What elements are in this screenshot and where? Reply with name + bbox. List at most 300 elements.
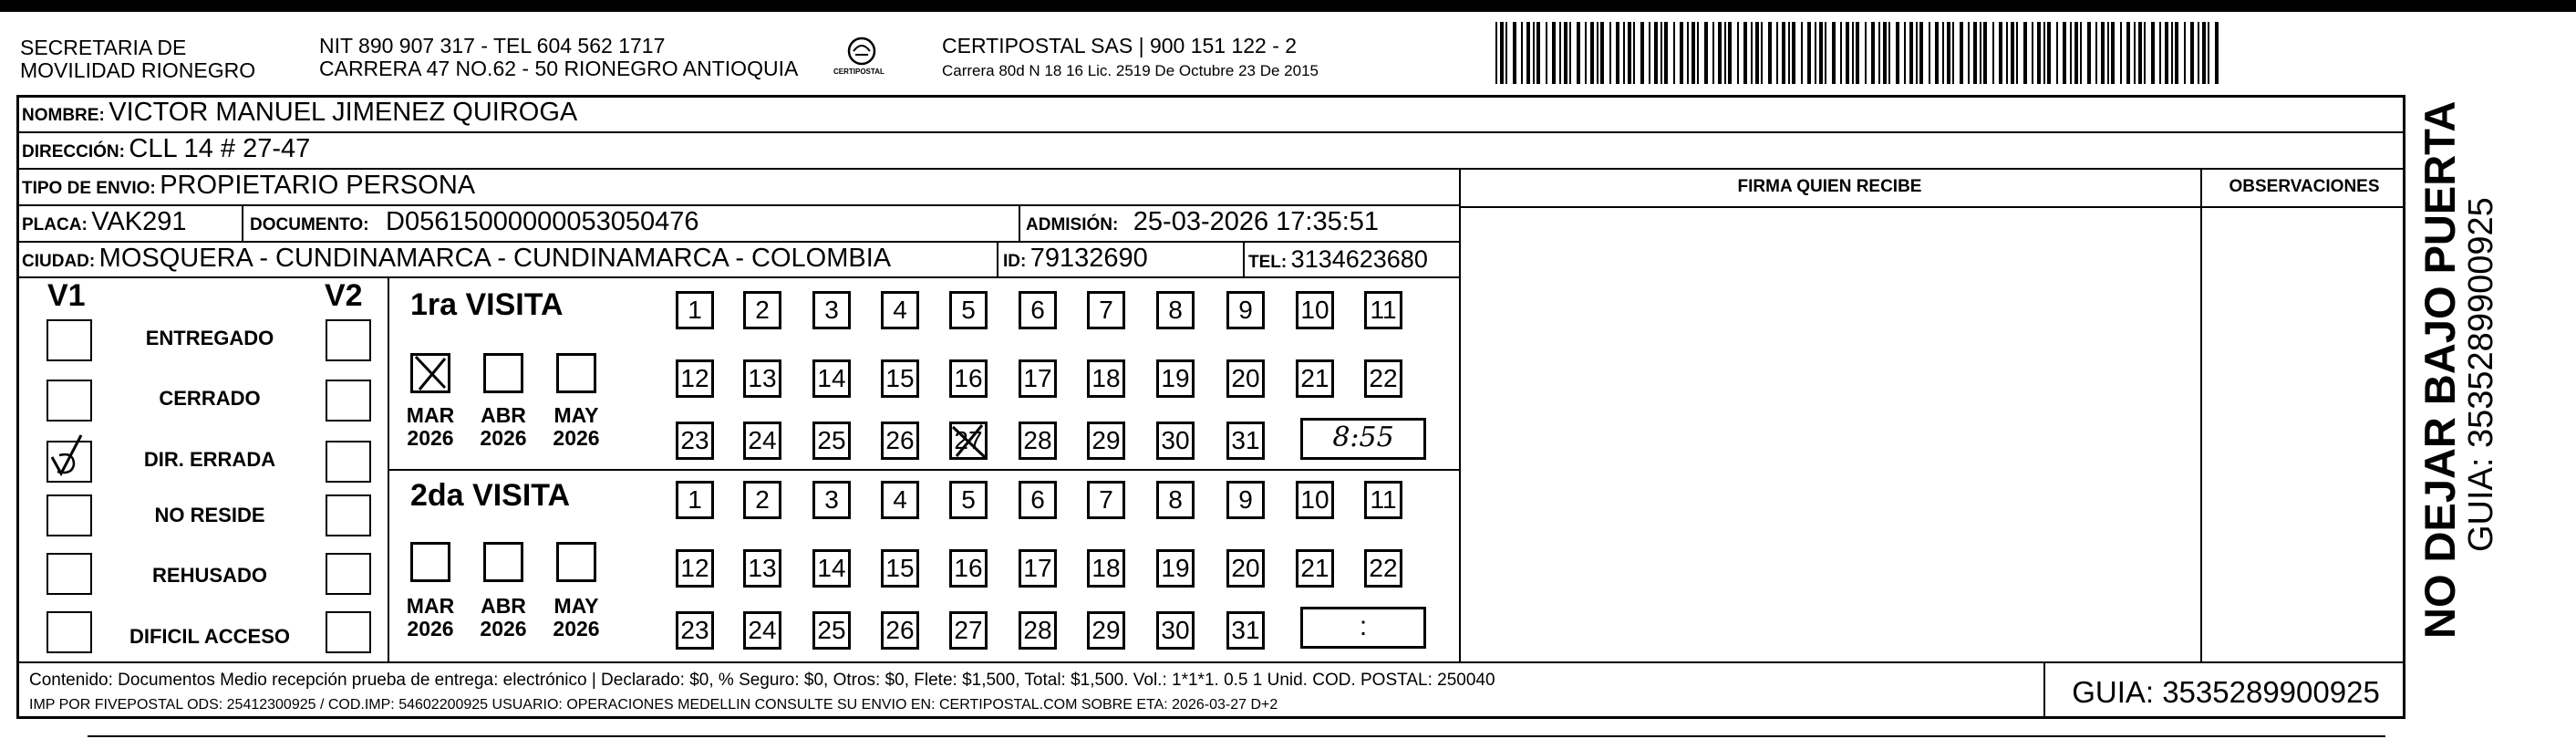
state-no-reside: NO RESIDE [154,504,265,526]
barcode-bar [1609,22,1611,84]
visit1-month-mar: MAR 2026 [406,403,455,450]
barcode-bar [1597,22,1598,84]
barcode-bar [2151,22,2155,84]
visit1-time: 8:55 [1332,422,1394,453]
visit1-day-box[interactable] [1226,291,1265,329]
visit1-day-box[interactable] [1019,291,1057,329]
barcode-bar [1737,22,1739,84]
barcode-bar [1992,22,1994,84]
visit1-day-number: 2 [755,296,770,324]
visit2-day-number: 26 [885,616,915,644]
visit2-day-box[interactable] [881,611,919,650]
barcode-bar [1788,22,1790,84]
visit2-day-box[interactable] [812,481,851,519]
visit2-day-number: 30 [1161,616,1190,644]
visit2-day-number: 8 [1168,485,1183,514]
rule-tipo [16,204,1459,206]
barcode-bar [1871,22,1875,84]
visit1-day-box[interactable] [949,291,988,329]
barcode-bar [2134,22,2136,84]
visit1-day-box[interactable] [812,422,851,460]
barcode-bar [1673,22,1675,84]
visit1-day-number: 3 [824,296,839,324]
org-line-1: SECRETARIA DE [20,36,187,59]
visit2-month-may: MAY 2026 [553,594,600,640]
visit1-day-box[interactable] [1156,291,1195,329]
barcode-bar [1743,22,1747,84]
barcode-bar [1546,22,1547,84]
visit2-time: : [1359,611,1368,641]
visit1-day-box[interactable] [881,359,919,398]
barcode-bar [1929,22,1930,84]
nit-line-2: CARRERA 47 NO.62 - 50 RIONEGRO ANTIOQUIA [319,57,799,80]
visit1-day-number: 9 [1238,296,1253,324]
visit1-day-box[interactable] [1087,422,1125,460]
observaciones-area[interactable] [2203,209,2404,660]
barcode-bar [1600,22,1604,84]
side-warning: NO DEJAR BAJO PUERTA [2416,100,2464,639]
visit1-day-box[interactable] [1226,359,1265,398]
barcode-bar [2208,22,2209,84]
visit2-title: 2da VISITA [410,478,571,513]
barcode-bar [1846,22,1849,84]
tel-value: 3134623680 [1290,245,1428,273]
visit2-day-box[interactable] [676,611,714,650]
documento-row [250,207,699,237]
visit2-day-number: 29 [1091,616,1121,644]
visit1-day-box[interactable] [1226,422,1265,460]
visit2-day-box[interactable] [1156,549,1195,588]
barcode-bar [2087,22,2091,84]
side-guia: GUIA: 3535289900925 [2462,197,2500,552]
barcode-bar [1616,22,1619,84]
placa-value: VAK291 [91,207,187,236]
barcode-bar [2023,22,2027,84]
barcode-bar [1660,22,1662,84]
v1-checkbox-rehusado[interactable] [47,553,92,595]
visit2-day-number: 18 [1091,554,1121,582]
tel-label: TEL: [1248,253,1288,272]
barcode-bar [1832,22,1836,84]
visit2-day-box[interactable] [743,549,781,588]
barcode-bar [1960,22,1963,84]
barcode-bar [1552,22,1556,84]
state-dir-errada: DIR. ERRADA [143,448,276,471]
visit2-day-number: 11 [1370,485,1397,514]
barcode-bar [1807,22,1811,84]
visit1-day-box[interactable] [1156,422,1195,460]
barcode-bar [2070,22,2072,84]
v1-checkbox-no-reside[interactable] [47,494,92,536]
tipo-row [22,171,475,201]
visit1-month-box-abr[interactable] [483,353,523,393]
placa-row [22,207,187,237]
visit2-time-box[interactable] [1300,607,1426,649]
barcode-bar [2190,22,2194,84]
barcode-bar [1687,22,1689,84]
barcode-bar [2159,22,2161,84]
visit2-day-number: 15 [885,554,915,582]
barcode-bar [1697,22,1699,84]
visit2-day-box[interactable] [881,481,919,519]
documento-value: D05615000000053050476 [386,207,699,236]
v2-checkbox-cerrado[interactable] [326,380,371,422]
rule-footer [16,661,2405,663]
barcode-bar [1640,22,1644,84]
visit1-day-box[interactable] [743,422,781,460]
v2-header: V2 [325,278,363,313]
barcode-bar [2165,22,2168,84]
visit2-day-box[interactable] [949,481,988,519]
visit1-title: 1ra VISITA [410,287,564,322]
visit1-day-number: 17 [1023,364,1052,392]
direccion-row [22,134,310,164]
visit1-day-number: 23 [680,426,709,454]
visit1-day-box[interactable] [676,359,714,398]
visit2-month-box-abr[interactable] [483,542,523,582]
visit1-day-number: 30 [1161,426,1190,454]
v2-checkbox-no-reside[interactable] [326,494,371,536]
nombre-value: VICTOR MANUEL JIMENEZ QUIROGA [109,98,578,127]
barcode-bar [1909,22,1913,84]
visit2-day-number: 25 [817,616,846,644]
visit1-day-box[interactable] [1364,359,1402,398]
visit1-day-number: 7 [1099,296,1113,324]
visit1-day-number: 4 [893,296,907,324]
barcode-bar [1585,22,1587,84]
admision-row [1026,207,1379,237]
visit2-day-box[interactable] [881,549,919,588]
v1-header: V1 [47,278,86,313]
visit2-day-box[interactable] [676,549,714,588]
visit1-day-box[interactable] [1019,359,1057,398]
barcode-bar [1728,22,1732,84]
barcode-bar [2080,22,2082,84]
org-line-2: MOVILIDAD RIONEGRO [20,58,256,82]
v2-checkbox-dificil-acceso[interactable] [326,611,371,653]
visit2-day-box[interactable] [949,611,988,650]
state-cerrado: CERRADO [159,387,261,410]
v1-checkbox-dir-errada[interactable] [47,441,92,483]
barcode-bar [1633,22,1635,84]
visit2-day-box[interactable] [1364,481,1402,519]
rule-direccion [16,168,2405,170]
rule-visits [388,469,1459,471]
barcode-bar [1819,22,1823,84]
state-rehusado: REHUSADO [152,564,267,587]
barcode-bar [1776,22,1778,84]
barcode-bar [1664,22,1668,84]
id-value: 79132690 [1029,244,1148,273]
barcode-bar [1718,22,1722,84]
ciudad-label: CIUDAD: [22,252,96,271]
barcode-bar [1919,22,1923,84]
visit2-day-number: 12 [680,554,709,582]
visit1-day-number: 1 [688,296,702,324]
visit1-day-box[interactable] [1296,359,1334,398]
visit1-day-number: 28 [1023,426,1052,454]
barcode-bar [2144,22,2146,84]
barcode-bar [2016,22,2018,84]
documento-label: DOCUMENTO: [250,215,369,234]
visit2-month-box-may[interactable] [556,542,596,582]
visit2-day-number: 17 [1023,554,1052,582]
barcode-bar [1691,22,1695,84]
barcode-bar [2101,22,2105,84]
barcode-bar [2202,22,2206,84]
bottom-rule [88,735,2385,737]
visit1-day-box[interactable] [1364,291,1402,329]
visit1-day-box[interactable] [1087,291,1125,329]
barcode-bar [1505,22,1507,84]
visit1-day-box[interactable] [743,291,781,329]
visit1-day-number: 26 [885,426,915,454]
visit1-day-number: 18 [1091,364,1121,392]
barcode-bar [1852,22,1854,84]
visit1-day-number: 29 [1091,426,1121,454]
barcode-bar [2037,22,2041,84]
visit2-day-box[interactable] [1364,549,1402,588]
courier-line-2: Carrera 80d N 18 16 Lic. 2519 De Octubre 23 De 2015 [942,62,1319,79]
visit1-day-number: 15 [885,364,915,392]
visit2-day-box[interactable] [1087,481,1125,519]
barcode-bar [1782,22,1785,84]
visit1-day-box[interactable] [881,291,919,329]
state-entregado: ENTREGADO [145,327,274,349]
barcode-bar [1896,22,1899,84]
visit2-day-box[interactable] [949,549,988,588]
barcode-bar [1513,22,1516,84]
visit1-month-box-may[interactable] [556,353,596,393]
visit1-day-box[interactable] [812,359,851,398]
tipo-value: PROPIETARIO PERSONA [160,171,476,200]
barcode-bar [1755,22,1759,84]
visit1-day-number: 19 [1161,364,1190,392]
visit2-day-number: 9 [1238,485,1253,514]
barcode-bar [1801,22,1803,84]
barcode-bar [1724,22,1726,84]
visit2-month-abr: ABR 2026 [480,594,527,640]
visit2-day-box[interactable] [1156,481,1195,519]
barcode-bar [1999,22,2002,84]
courier-line-1: CERTIPOSTAL SAS | 900 151 122 - 2 [942,34,1298,57]
visit1-day-number: 12 [680,364,709,392]
split-id [997,241,998,276]
barcode-bar [1526,22,1530,84]
v1-checkbox-entregado[interactable] [47,319,92,361]
id-label: ID: [1003,252,1027,271]
visit2-day-box[interactable] [1156,611,1195,650]
visit1-day-box[interactable] [949,359,988,398]
barcode-bar [1916,22,1918,84]
barcode-bar [1533,22,1535,84]
visit2-day-number: 24 [748,616,777,644]
barcode-bar [1792,22,1795,84]
barcode-bar [1495,22,1497,84]
visit2-day-number: 4 [893,485,907,514]
admision-value: 25-03-2026 17:35:51 [1133,207,1380,236]
nit-line-1: NIT 890 907 317 - TEL 604 562 1717 [319,34,666,57]
v2-checkbox-entregado[interactable] [326,319,371,361]
barcode-bar [2111,22,2115,84]
barcode-bar [1704,22,1708,84]
barcode-bar [1815,22,1816,84]
barcode-bar [1888,22,1890,84]
barcode [1495,22,2225,84]
direccion-label: DIRECCIÓN: [22,142,125,161]
visit2-day-box[interactable] [812,549,851,588]
barcode-bar [1590,22,1594,84]
visit2-day-number: 31 [1231,616,1260,644]
visit2-day-number: 6 [1030,485,1045,514]
visit2-day-number: 22 [1369,554,1398,582]
rule-firma [1459,206,2405,208]
visit2-day-box[interactable] [1087,611,1125,650]
barcode-bar [1942,22,1944,84]
handwritten-check-icon [47,437,90,477]
barcode-bar [2175,22,2178,84]
barcode-bar [1564,22,1567,84]
footer-guia: GUIA: 3535289900925 [2072,675,2380,709]
state-dificil-acceso: DIFICIL ACCESO [129,625,290,648]
visit1-day-box[interactable] [743,359,781,398]
visit2-day-box[interactable] [1226,549,1265,588]
visit1-day-number: 25 [817,426,846,454]
barcode-bar [2120,22,2122,84]
visit2-day-box[interactable] [1019,549,1057,588]
visit2-day-number: 28 [1023,616,1052,644]
visit2-day-box[interactable] [812,611,851,650]
split-admision [1019,204,1020,241]
visit2-day-box[interactable] [1296,481,1334,519]
visit2-day-number: 21 [1300,554,1329,582]
visit1-day-box[interactable] [1087,359,1125,398]
visit1-day-box[interactable] [881,422,919,460]
barcode-bar [2043,22,2045,84]
visit2-day-box[interactable] [676,481,714,519]
barcode-bar [1712,22,1714,84]
barcode-bar [1878,22,1880,84]
visit2-day-number: 3 [824,485,839,514]
barcode-bar [1983,22,1987,84]
barcode-bar [1623,22,1625,84]
barcode-bar [1973,22,1977,84]
visit2-day-number: 13 [748,554,777,582]
barcode-bar [2095,22,2097,84]
visit2-day-box[interactable] [743,481,781,519]
visit2-day-number: 1 [688,485,702,514]
barcode-bar [2063,22,2066,84]
visit1-month-box-mar[interactable] [410,353,450,393]
barcode-bar [2171,22,2173,84]
visit1-day-number: 27 [954,426,983,454]
barcode-bar [1825,22,1826,84]
barcode-bar [1947,22,1950,84]
visit1-day-number: 10 [1300,296,1329,324]
barcode-bar [1840,22,1842,84]
visit2-month-box-mar[interactable] [410,542,450,582]
visit1-month-may: MAY 2026 [553,403,600,450]
visit2-day-box[interactable] [1296,549,1334,588]
barcode-bar [2198,22,2199,84]
barcode-bar [1883,22,1887,84]
certipostal-logo [830,33,894,78]
rule-ciudad [16,276,1459,278]
barcode-bar [2006,22,2008,84]
barcode-bar [1761,22,1763,84]
visit1-time-box[interactable] [1300,418,1426,460]
footer-imp: IMP POR FIVEPOSTAL ODS: 25412300925 / COD.IMP: 54602200925 USUARIO: OPERACIONES MEDELLIN CONSULTE SU ENVIO EN: CERTIPOSTAL.COM SOBRE ETA: 2026-03-27 D+2 [29,697,1278,713]
nombre-label: NOMBRE: [22,106,105,125]
barcode-bar [2215,22,2219,84]
barcode-bar [1536,22,1540,84]
observaciones-label: OBSERVACIONES [2229,177,2380,196]
barcode-bar [1521,22,1523,84]
barcode-bar [1654,22,1658,84]
visit2-day-box[interactable] [1226,481,1265,519]
barcode-bar [1968,22,1970,84]
handwritten-x-icon [410,353,450,393]
v2-checkbox-rehusado[interactable] [326,553,371,595]
visit1-day-number: 16 [954,364,983,392]
ciudad-row [22,244,891,274]
visit1-day-box[interactable] [1156,359,1195,398]
footer-contenido: Contenido: Documentos Medio recepción prueba de entrega: electrónico | Declarado: $0, % Seguro: $0, Otros: $0, Flete: $1,500, Total: $1,500. Vol.: 1*1*1. 0.5 1 Unid. COD. POSTAL: 250040 [29,671,1495,690]
nombre-row [22,98,577,128]
visit1-day-number: 14 [817,364,846,392]
visit1-day-box[interactable] [676,422,714,460]
barcode-bar [1500,22,1504,84]
visit1-day-box[interactable] [1296,291,1334,329]
visit2-day-box[interactable] [1087,549,1125,588]
visit2-day-number: 27 [954,616,983,644]
visit1-day-box[interactable] [1019,422,1057,460]
visit2-day-number: 14 [817,554,846,582]
visit2-day-box[interactable] [743,611,781,650]
visit1-day-box[interactable] [949,422,988,460]
visit1-day-number: 31 [1231,426,1260,454]
barcode-bar [1649,22,1650,84]
visit1-day-number: 8 [1168,296,1183,324]
visit2-day-box[interactable] [1019,611,1057,650]
rule-nombre [16,131,2405,133]
logo-text: CERTIPOSTAL [833,68,885,76]
firma-area[interactable] [1462,209,2198,660]
barcode-bar [1751,22,1753,84]
visit1-day-box[interactable] [812,291,851,329]
visit2-day-number: 2 [755,485,770,514]
visit2-day-number: 5 [961,485,976,514]
tipo-label: TIPO DE ENVIO: [22,179,156,198]
visit1-day-number: 22 [1369,364,1398,392]
admision-label: ADMISIÓN: [1026,215,1119,234]
visit2-day-box[interactable] [1226,611,1265,650]
v2-checkbox-dir-errada[interactable] [326,441,371,483]
visit1-day-box[interactable] [676,291,714,329]
barcode-bar [1952,22,1954,84]
v1-checkbox-cerrado[interactable] [47,380,92,422]
visit2-day-box[interactable] [1019,481,1057,519]
visit1-day-number: 11 [1370,296,1397,324]
barcode-bar [1980,22,1981,84]
tel-row [1248,245,1428,274]
visit1-day-number: 13 [748,364,777,392]
visit2-day-number: 23 [680,616,709,644]
barcode-bar [1680,22,1683,84]
barcode-bar [1628,22,1631,84]
v1-checkbox-dificil-acceso[interactable] [47,611,92,653]
top-band [0,0,2576,12]
